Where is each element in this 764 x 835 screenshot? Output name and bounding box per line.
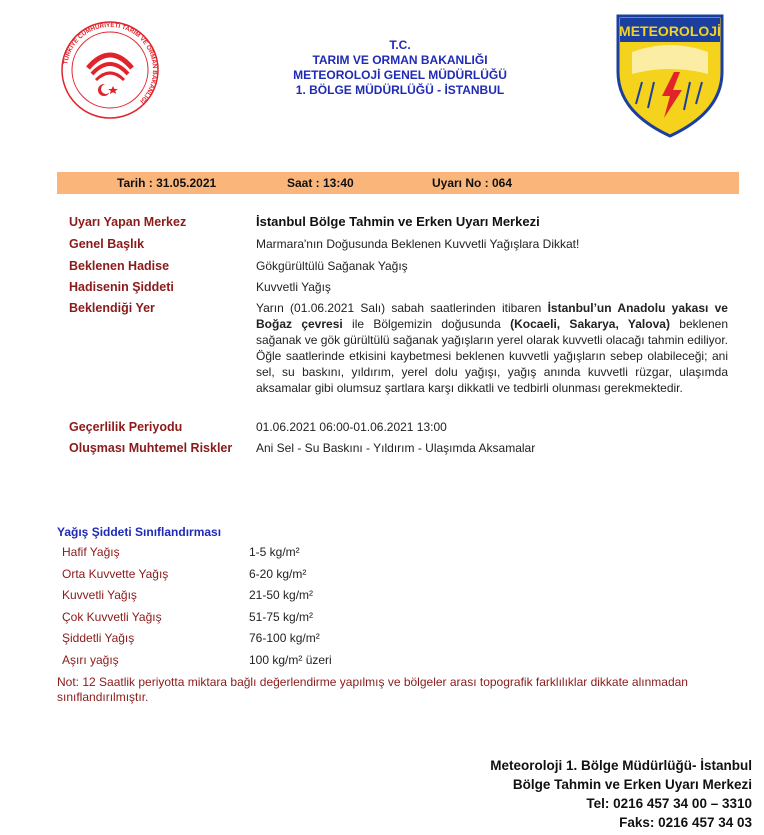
detail-value: Ani Sel - Su Baskını - Yıldırım - Ulaşımda Aksamalar <box>256 441 536 455</box>
detail-label: Uyarı Yapan Merkez <box>69 215 187 229</box>
location-text-2: ile Bölgemizin doğusunda <box>342 317 511 331</box>
meteoroloji-logo <box>614 12 726 138</box>
warning-date: Tarih : 31.05.2021 <box>117 176 217 190</box>
footer-phone: Tel: 0216 457 34 00 – 3310 <box>586 796 752 811</box>
classification-value: 21-50 kg/m² <box>249 588 314 602</box>
classification-name: Kuvvetli Yağış <box>62 588 137 602</box>
location-text-1: Yarın (01.06.2021 Salı) sabah saatlerinden itibaren <box>256 301 548 315</box>
detail-value: Kuvvetli Yağış <box>256 280 331 294</box>
classification-name: Şiddetli Yağış <box>62 631 135 645</box>
warning-time: Saat : 13:40 <box>287 176 354 190</box>
detail-value <box>256 300 728 396</box>
classification-name: Aşırı yağış <box>62 653 119 667</box>
ministry-ring-text: TÜRKİYE CUMHURİYETİ TARIM VE ORMAN BAKANLIĞI <box>62 21 159 105</box>
detail-value: Marmara'nın Doğusunda Beklenen Kuvvetli Yağışlara Dikkat! <box>256 237 580 251</box>
classification-value: 6-20 kg/m² <box>249 567 307 581</box>
classification-name: Çok Kuvvetli Yağış <box>62 610 162 624</box>
header-line-ministry: TARIM VE ORMAN BAKANLIĞI <box>312 53 488 67</box>
footer-center: Bölge Tahmin ve Erken Uyarı Merkezi <box>512 777 752 792</box>
location-bold-1: İstanbul’un Anadolu yakası ve Boğaz çevresi <box>256 301 728 331</box>
footer-fax: Faks: 0216 457 34 03 <box>619 815 752 830</box>
header-line-tc: T.C. <box>389 38 411 52</box>
classification-value: 1-5 kg/m² <box>249 545 300 559</box>
detail-label: Hadisenin Şiddeti <box>69 280 174 294</box>
detail-value: 01.06.2021 06:00-01.06.2021 13:00 <box>256 420 447 434</box>
warning-number: Uyarı No : 064 <box>432 176 513 190</box>
location-bold-2: (Kocaeli, Sakarya, Yalova) <box>510 317 670 331</box>
header-line-directorate: METEOROLOJİ GENEL MÜDÜRLÜĞÜ <box>293 68 507 82</box>
classification-value: 51-75 kg/m² <box>249 610 314 624</box>
detail-label: Genel Başlık <box>69 237 145 251</box>
warning-info-bar <box>57 172 739 194</box>
classification-value: 76-100 kg/m² <box>249 631 320 645</box>
classification-title: Yağış Şiddeti Sınıflandırması <box>57 525 222 539</box>
detail-label: Oluşması Muhtemel Riskler <box>69 441 233 455</box>
detail-label: Beklenen Hadise <box>69 259 170 273</box>
classification-name: Hafif Yağış <box>62 545 120 559</box>
location-text-3: beklenen sağanak ve gök gürültülü sağanak yağışların yerel olarak kuvvetli olacağı tahmin ediliyor. Öğle saatlerinde etkisini kaybetmesi beklenen kuvvetli yağışların sebep olabileceği; ani sel, su baskını, yıldırım, yerel dolu yağışı, yağış anında kuvvetli rüzgar, ulaşımda aksamalar gibi olumsuz şartlara karşı dikkatli ve tedbirli olunması gerekmektedir. <box>256 317 728 395</box>
detail-value: İstanbul Bölge Tahmin ve Erken Uyarı Merkezi <box>256 214 540 229</box>
header-line-region: 1. BÖLGE MÜDÜRLÜĞÜ - İSTANBUL <box>295 83 505 97</box>
footer-office: Meteoroloji 1. Bölge Müdürlüğü- İstanbul <box>490 758 752 773</box>
detail-label: Beklendiği Yer <box>69 301 155 315</box>
contact-footer <box>490 756 752 832</box>
ministry-logo <box>60 20 160 120</box>
classification-value: 100 kg/m² üzeri <box>249 653 332 667</box>
classification-name: Orta Kuvvette Yağış <box>62 567 169 581</box>
detail-value: Gökgürültülü Sağanak Yağış <box>256 259 408 273</box>
detail-label: Geçerlilik Periyodu <box>69 420 183 434</box>
document-header <box>240 38 560 98</box>
classification-note: Not: 12 Saatlik periyotta miktara bağlı değerlendirme yapılmış ve bölgeler arası topografik farklılıklar dikkate alınmadan sınıflandırılmıştır. <box>57 675 688 704</box>
meteoroloji-logo-text: METEOROLOJİ <box>619 23 721 39</box>
